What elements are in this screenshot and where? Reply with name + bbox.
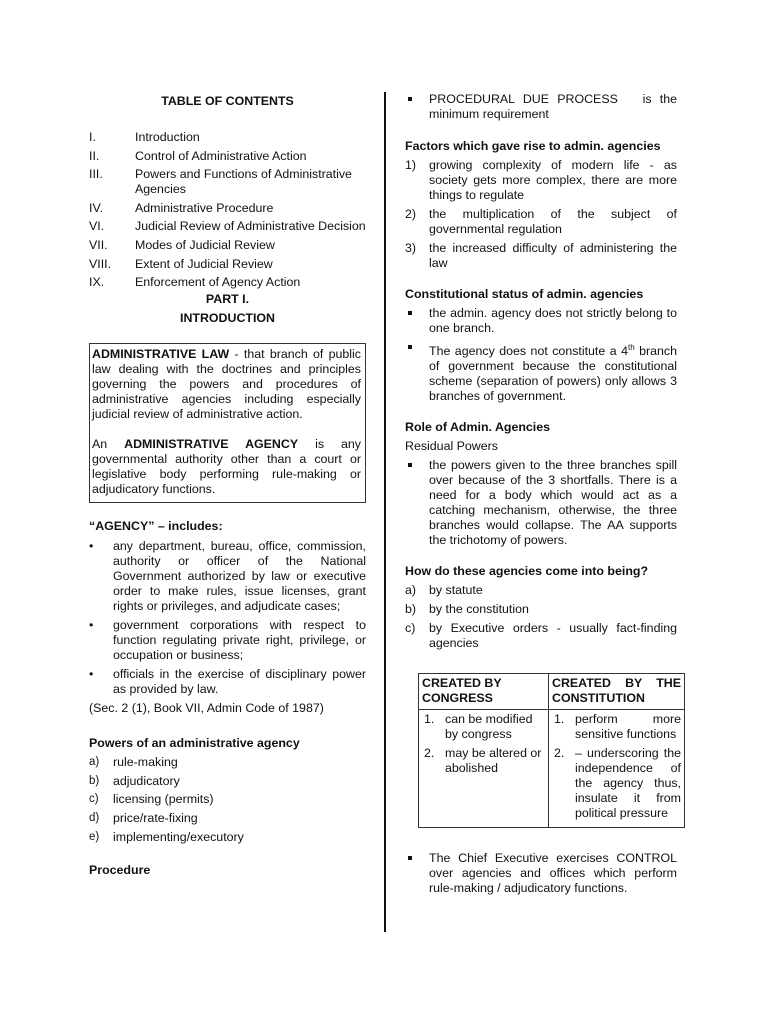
list-item: • government corporations with respect to function regulating private right, privilege, or occupation or business; (89, 618, 366, 663)
list-item (405, 241, 677, 271)
constitution-list (552, 712, 681, 821)
list-text: growing complexity of modern life - as society gets more complex, there are more things to regulate (429, 158, 677, 202)
admin-law-term: ADMINISTRATIVE LAW (92, 347, 230, 362)
constitutional-status-heading: Constitutional status of admin. agencies (405, 287, 644, 301)
list-text: by the constitution (429, 602, 529, 617)
list-marker: b) (89, 774, 100, 787)
toc-number: I. (89, 130, 96, 144)
toc-item (89, 275, 366, 290)
list-item (405, 158, 677, 203)
toc-item (89, 238, 366, 253)
list-item (89, 830, 366, 845)
definition-box (89, 343, 366, 503)
column-divider (384, 92, 386, 932)
constitutional-status-list (405, 306, 677, 404)
list-item: the powers given to the three branches spill over because of the 3 shortfalls. There is a need for a body which would act as a catching mechanism, otherwise, the three branches would collapse. The AA supports the trichotomy of powers. (405, 458, 677, 548)
toc-text: Administrative Procedure (135, 200, 274, 215)
table-cell-constitution (549, 710, 685, 828)
toc-number: II. (89, 148, 100, 163)
list-text-4th: The agency does not constitute a 4th branch of government because the constitutional scheme (separation of powers) only allows 3 branches of government. (429, 343, 677, 404)
list-text: rule-making (113, 755, 178, 770)
toc-item (89, 130, 366, 145)
toc-number: IX. (89, 275, 105, 290)
toc-text: Modes of Judicial Review (135, 237, 275, 252)
list-marker: 2. (554, 746, 565, 761)
role-list (405, 458, 677, 548)
agency-includes-heading: “AGENCY” – includes: (89, 519, 223, 534)
list-marker: b) (405, 602, 417, 617)
toc-number: III. (89, 167, 103, 182)
table-row (419, 710, 685, 828)
list-marker: 1. (424, 712, 435, 727)
list-text: licensing (permits) (113, 792, 214, 807)
list-item (405, 583, 677, 598)
admin-agency-term: ADMINISTRATIVE AGENCY (124, 437, 299, 452)
list-item (405, 340, 677, 404)
list-item (89, 792, 366, 807)
list-text: implementing/executory (113, 829, 244, 844)
list-item (89, 755, 366, 770)
list-item: the admin. agency does not strictly belong to one branch. (405, 306, 677, 336)
list-item (89, 811, 366, 826)
list-marker: a) (89, 756, 100, 769)
toc-number: VI. (89, 219, 105, 234)
procedure-heading: Procedure (89, 862, 151, 877)
list-marker: 1) (405, 158, 417, 172)
list-text: – underscoring the independence of the agency thus, insulate it from political pressure (575, 746, 681, 821)
toc-number: VII. (89, 237, 108, 252)
list-marker: 2. (424, 746, 435, 761)
toc-number: VIII. (89, 256, 112, 271)
list-text: adjudicatory (113, 773, 180, 788)
toc-item (89, 201, 366, 216)
admin-agency-pre: An (92, 437, 125, 452)
list-item (552, 746, 681, 821)
list-text: can be modified by congress (445, 712, 533, 742)
how-list (405, 583, 677, 651)
congress-list (422, 712, 545, 776)
toc-item (89, 219, 366, 234)
list-item (552, 712, 681, 742)
list-item: The Chief Executive exercises CONTROL over agencies and offices which perform rule-making / adjudicatory functions. (405, 851, 677, 896)
list-marker: 1. (554, 712, 565, 727)
toc-text: Extent of Judicial Review (135, 256, 273, 271)
due-process-list (405, 92, 681, 122)
powers-list (89, 755, 366, 844)
part-label: PART I. (205, 292, 250, 307)
due-process-item: PROCEDURAL DUE PROCESS is the minimum requirement (405, 92, 677, 122)
toc-text: Judicial Review of Administrative Decision (135, 219, 366, 234)
powers-heading: Powers of an administrative agency (89, 736, 300, 751)
toc-list (89, 130, 366, 290)
list-marker: 2) (405, 207, 417, 221)
table-header-constitution: CREATED BY THE CONSTITUTION (549, 674, 685, 710)
list-item (405, 207, 677, 237)
table-header-row (419, 674, 685, 710)
list-item (405, 602, 677, 617)
list-text: price/rate-fixing (113, 810, 198, 825)
list-marker: e) (89, 830, 100, 843)
toc-text: Powers and Functions of Administrative Agencies (135, 167, 352, 197)
how-heading: How do these agencies come into being? (405, 564, 649, 579)
list-marker: c) (405, 621, 416, 636)
toc-number: IV. (89, 200, 104, 215)
admin-law-definition (92, 347, 361, 422)
list-marker: 3) (405, 241, 417, 255)
part-title: INTRODUCTION (180, 311, 275, 326)
factors-list (405, 158, 677, 271)
list-text: by Executive orders - usually fact-finding agencies (429, 621, 677, 651)
list-text: the increased difficulty of administering the law (429, 241, 677, 270)
admin-agency-definition (92, 437, 361, 497)
list-item (89, 774, 366, 789)
citation: (Sec. 2 (1), Book VII, Admin Code of 1987) (89, 701, 324, 716)
toc-item (89, 167, 366, 197)
list-marker: a) (405, 583, 417, 598)
table-header-congress: CREATED BY CONGRESS (419, 674, 549, 710)
list-text: the multiplication of the subject of governmental regulation (429, 207, 677, 236)
toc-title: TABLE OF CONTENTS (161, 94, 294, 108)
admin-law-body: - that branch of public law dealing with the doctrines and principles governing the powers and procedures of administrative agencies including especially judicial review of administrative action. (92, 347, 361, 422)
list-text: may be altered or abolished (445, 746, 542, 776)
right-column (405, 92, 681, 900)
role-heading: Role of Admin. Agencies (405, 420, 551, 435)
left-column (89, 92, 366, 878)
list-item (422, 712, 545, 742)
agency-includes-list (89, 539, 366, 697)
list-marker: d) (89, 811, 100, 824)
admin-agency-body: is any governmental authority other than a court or legislative body performing rule-making or adjudicatory functions. (92, 437, 361, 497)
residual-powers-label: Residual Powers (405, 439, 498, 454)
list-item (422, 746, 545, 776)
toc-item (89, 257, 366, 272)
list-text: perform more sensitive functions (575, 712, 681, 742)
list-text: by statute (429, 583, 483, 598)
comparison-table (418, 673, 685, 828)
toc-item (89, 149, 366, 164)
control-list (405, 851, 677, 896)
list-item: • any department, bureau, office, commission, authority or officer of the National Government authorized by law or executive order to make rules, issue licenses, grant rights or privileges, and adjudicate cases; (89, 539, 366, 614)
table-cell-congress (419, 710, 549, 828)
list-marker: c) (89, 793, 99, 806)
factors-heading: Factors which gave rise to admin. agencies (405, 139, 661, 153)
list-item: • officials in the exercise of disciplinary power as provided by law. (89, 667, 366, 697)
list-item (405, 621, 677, 651)
toc-text: Enforcement of Agency Action (135, 275, 301, 290)
toc-text: Introduction (135, 130, 200, 144)
toc-text: Control of Administrative Action (135, 148, 307, 163)
